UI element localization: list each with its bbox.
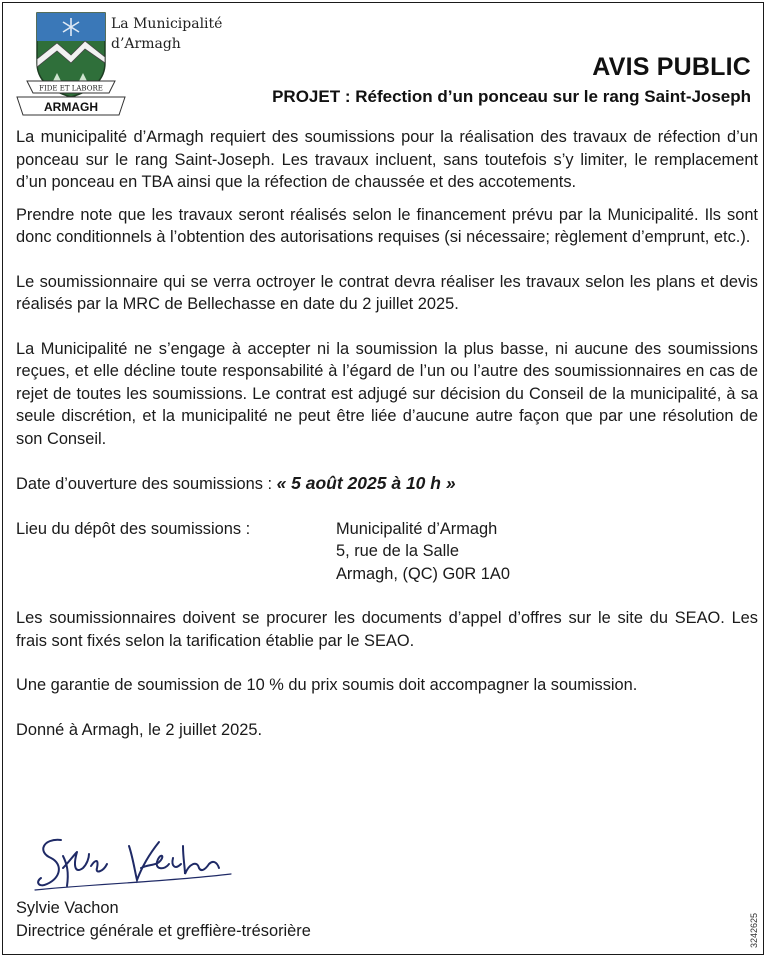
deposit-location-label: Lieu du dépôt des soumissions : — [16, 519, 251, 538]
opening-date-label: Date d’ouverture des soumissions : — [16, 475, 277, 493]
notice-body — [16, 126, 758, 741]
paragraph-contractor: Le soumissionnaire qui se verra octroyer le contrat devra réaliser les travaux selon les plans et devis réalisés par la MRC de Bellechasse en date du 2 juillet 2025. — [16, 272, 758, 313]
address-line3: Armagh, (QC) G0R 1A0 — [336, 564, 510, 583]
paragraph-disclaimer: La Municipalité ne s’engage à accepter ni la soumission la plus basse, ni aucune des soumissions reçues, et elle décline toute responsabilité à l’égard de l’un ou l’autre des soumissionnaires en cas de rejet de toutes les soumissions. Le contrat est adjugé sur décision du Conseil de la municipalité, à sa seule discrétion, et la municipalité ne peut être liée d’aucune autre façon que par une résolution de son Conseil. — [16, 339, 758, 448]
municipality-name — [111, 14, 222, 54]
paragraph-guarantee: Une garantie de soumission de 10 % du prix soumis doit accompagner la soumission. — [16, 676, 638, 694]
deposit-location — [16, 518, 758, 586]
logo-name-text: ARMAGH — [44, 100, 98, 114]
notice-frame — [2, 2, 764, 955]
paragraph-seao: Les soumissionnaires doivent se procurer les documents d’appel d’offres sur le site du SEAO. Les frais sont fixés selon la tarification établie par le SEAO. — [16, 609, 758, 650]
address-line2: 5, rue de la Salle — [336, 542, 460, 560]
project-title: PROJET : Réfection d’un ponceau sur le rang Saint-Joseph — [272, 87, 751, 106]
municipality-name-line1: La Municipalité — [111, 16, 223, 32]
address-line1: Municipalité d’Armagh — [336, 519, 498, 538]
reference-code: 3242625 — [749, 913, 759, 949]
opening-date — [16, 472, 758, 496]
signatory-role: Directrice générale et greffière-trésorière — [16, 921, 311, 940]
paragraph-call-for-tenders: La municipalité d’Armagh requiert des soumissions pour la réalisation des travaux de réfection d’un ponceau sur le rang Saint-Joseph. Les travaux incluent, sans toutefois s’y limiter, le remplacement d’un ponceau en TBA ainsi que la réfection de chaussée et des accotements. — [16, 128, 758, 191]
logo-motto-text: FIDE ET LABORE — [39, 84, 103, 93]
municipal-coat-of-arms-icon — [13, 11, 127, 119]
municipality-name-line2: d’Armagh — [111, 36, 181, 52]
given-at: Donné à Armagh, le 2 juillet 2025. — [16, 720, 263, 739]
handwritten-signature — [33, 828, 233, 898]
opening-date-value: « 5 août 2025 à 10 h » — [276, 473, 456, 493]
paragraph-financing: Prendre note que les travaux seront réalisés selon le financement prévu par la Municipalité. Ils sont donc conditionnels à l’obtention des autorisations requises (si nécessaire; règlement d’emprunt, etc.). — [16, 205, 758, 246]
deposit-location-address — [336, 518, 510, 586]
signatory — [16, 897, 311, 942]
signatory-name: Sylvie Vachon — [16, 899, 119, 917]
notice-title: AVIS PUBLIC — [592, 53, 751, 81]
